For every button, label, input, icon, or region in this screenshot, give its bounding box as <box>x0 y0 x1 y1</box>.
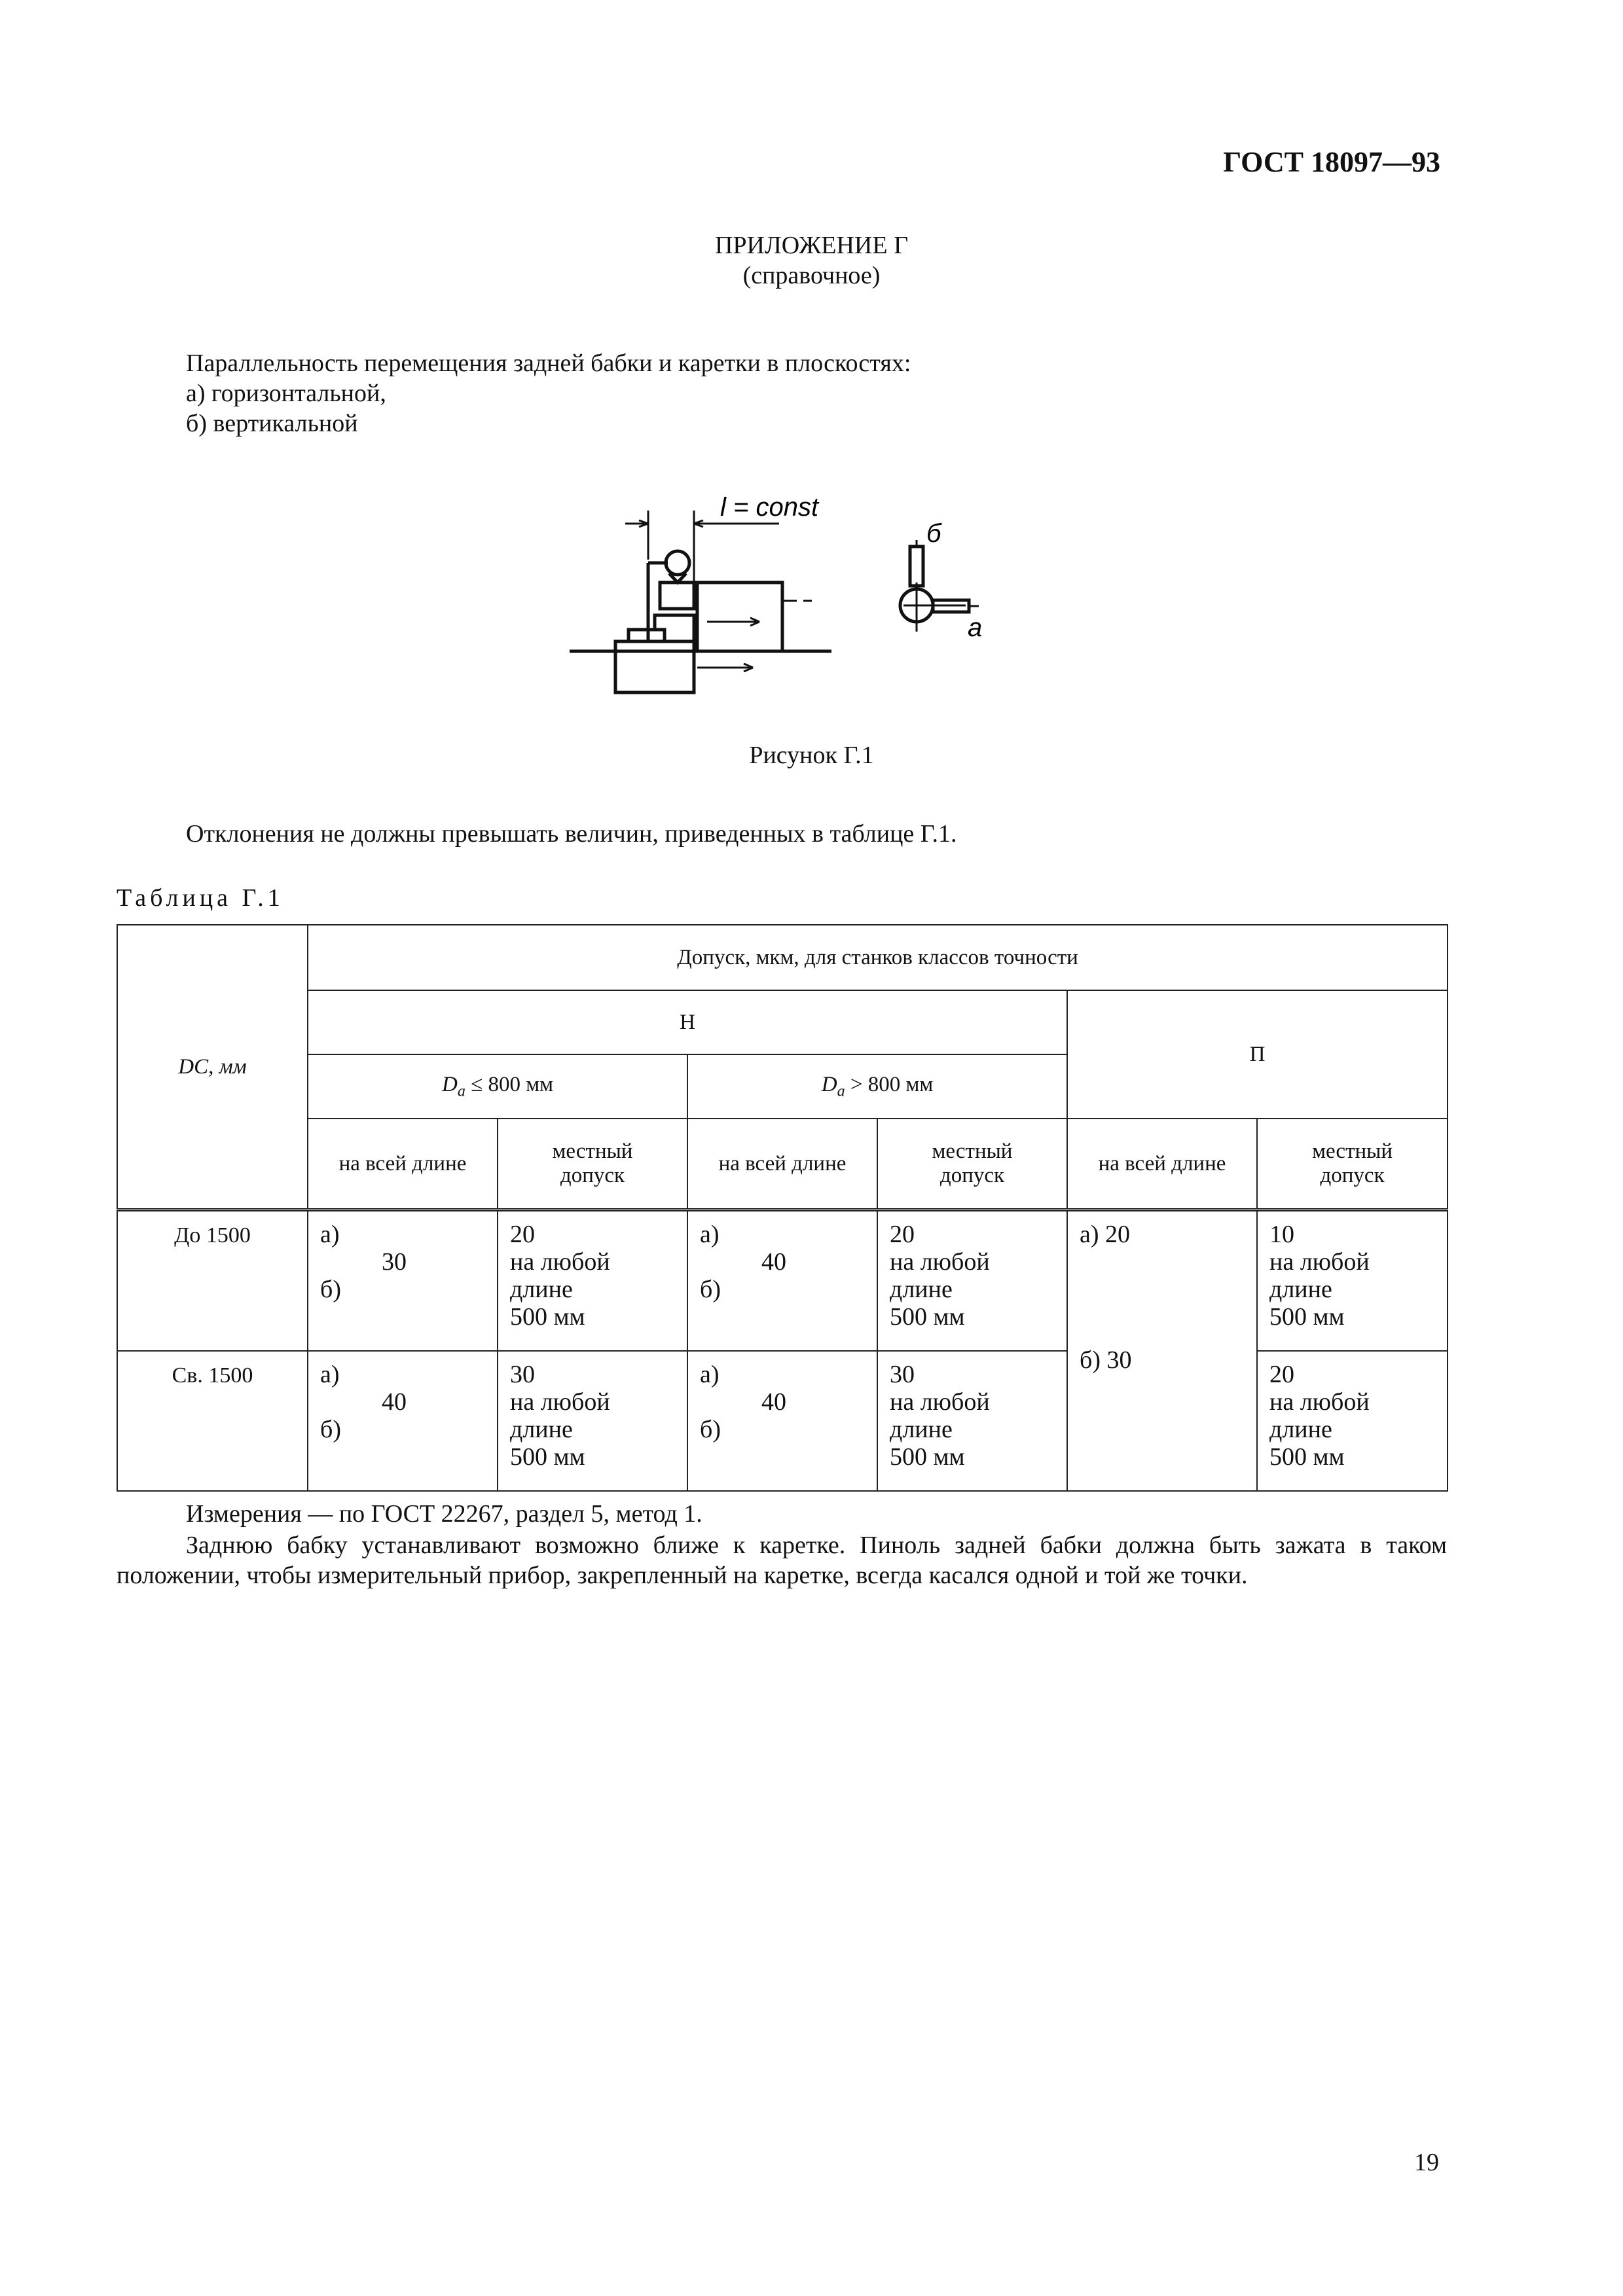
procedure-paragraph: Заднюю бабку устанавливают возможно ближе к каретке. Пиноль задней бабки должна быть зажата в таком положении, чтобы измерительный прибор, закрепленный на каретке, всегда касался одной и той же точки. <box>117 1532 1447 1589</box>
dial-indicator <box>666 551 689 575</box>
header-whole-length: на всей длине <box>308 1119 498 1210</box>
intro-text <box>186 348 911 439</box>
da-sub: a <box>837 1083 845 1100</box>
da-le-text: ≤ 800 мм <box>471 1072 553 1096</box>
header-dc: DC, мм <box>117 925 308 1210</box>
tailstock-quill-housing <box>697 583 782 651</box>
header-tolerance: Допуск, мкм, для станков классов точности <box>308 925 1448 990</box>
table-reference-note: Отклонения не должны превышать величин, приведенных в таблице Г.1. <box>186 820 957 848</box>
page-number: 19 <box>1414 2149 1439 2176</box>
cell-p-local: 10 на любой длине 500 мм <box>1257 1210 1448 1352</box>
appendix-heading <box>0 230 1623 291</box>
measurement-paragraph: Измерения — по ГОСТ 22267, раздел 5, метод 1. <box>186 1500 702 1528</box>
header-whole-length: на всей длине <box>1067 1119 1257 1210</box>
cell-dc: Св. 1500 <box>117 1351 308 1491</box>
da-symbol: D <box>821 1072 837 1096</box>
cell-n1-local: 20 на любой длине 500 мм <box>498 1210 687 1352</box>
intro-line-2: а) горизонтальной, <box>186 380 386 407</box>
cell-n2-whole: а) 40 б) <box>687 1210 877 1352</box>
header-local: местный допуск <box>498 1119 687 1210</box>
tolerance-table <box>117 924 1448 1492</box>
da-symbol: D <box>442 1072 458 1096</box>
header-whole-length: на всей длине <box>687 1119 877 1210</box>
label-a: а <box>968 613 983 642</box>
da-sub: a <box>457 1083 465 1100</box>
intro-line-1: Параллельность перемещения задней бабки и каретки в плоскостях: <box>186 350 911 377</box>
intro-line-3: б) вертикальной <box>186 410 358 437</box>
cell-p-whole: а) 20 б) 30 <box>1067 1210 1257 1492</box>
header-class-n: Н <box>308 990 1067 1054</box>
header-da-gt <box>687 1054 1067 1119</box>
tailstock-body <box>655 615 694 651</box>
cell-n2-local: 20 на любой длине 500 мм <box>877 1210 1067 1352</box>
cell-n1-local: 30 на любой длине 500 мм <box>498 1351 687 1491</box>
table-row <box>117 1210 1448 1352</box>
da-gt-text: > 800 мм <box>850 1072 934 1096</box>
carriage-block <box>615 641 694 692</box>
document-number: ГОСТ 18097—93 <box>1223 146 1440 178</box>
appendix-title: ПРИЛОЖЕНИЕ Г <box>714 232 909 259</box>
cell-n2-local: 30 на любой длине 500 мм <box>877 1351 1067 1491</box>
cell-p-local: 20 на любой длине 500 мм <box>1257 1351 1448 1491</box>
figure-caption: Рисунок Г.1 <box>749 742 874 769</box>
cell-n2-whole: а) 40 б) <box>687 1351 877 1491</box>
header-da-le <box>308 1054 687 1119</box>
appendix-subtitle: (справочное) <box>742 262 881 289</box>
dimension-label: l = const <box>720 493 819 522</box>
figure-g1 <box>556 484 1028 707</box>
table-title: Таблица Г.1 <box>117 884 284 912</box>
cell-n1-whole: а) 30 б) <box>308 1210 498 1352</box>
header-class-p: П <box>1067 990 1448 1119</box>
cell-n1-whole: а) 40 б) <box>308 1351 498 1491</box>
label-b: б <box>926 519 941 548</box>
header-local: местный допуск <box>1257 1119 1448 1210</box>
header-local: местный допуск <box>877 1119 1067 1210</box>
cell-dc: До 1500 <box>117 1210 308 1352</box>
